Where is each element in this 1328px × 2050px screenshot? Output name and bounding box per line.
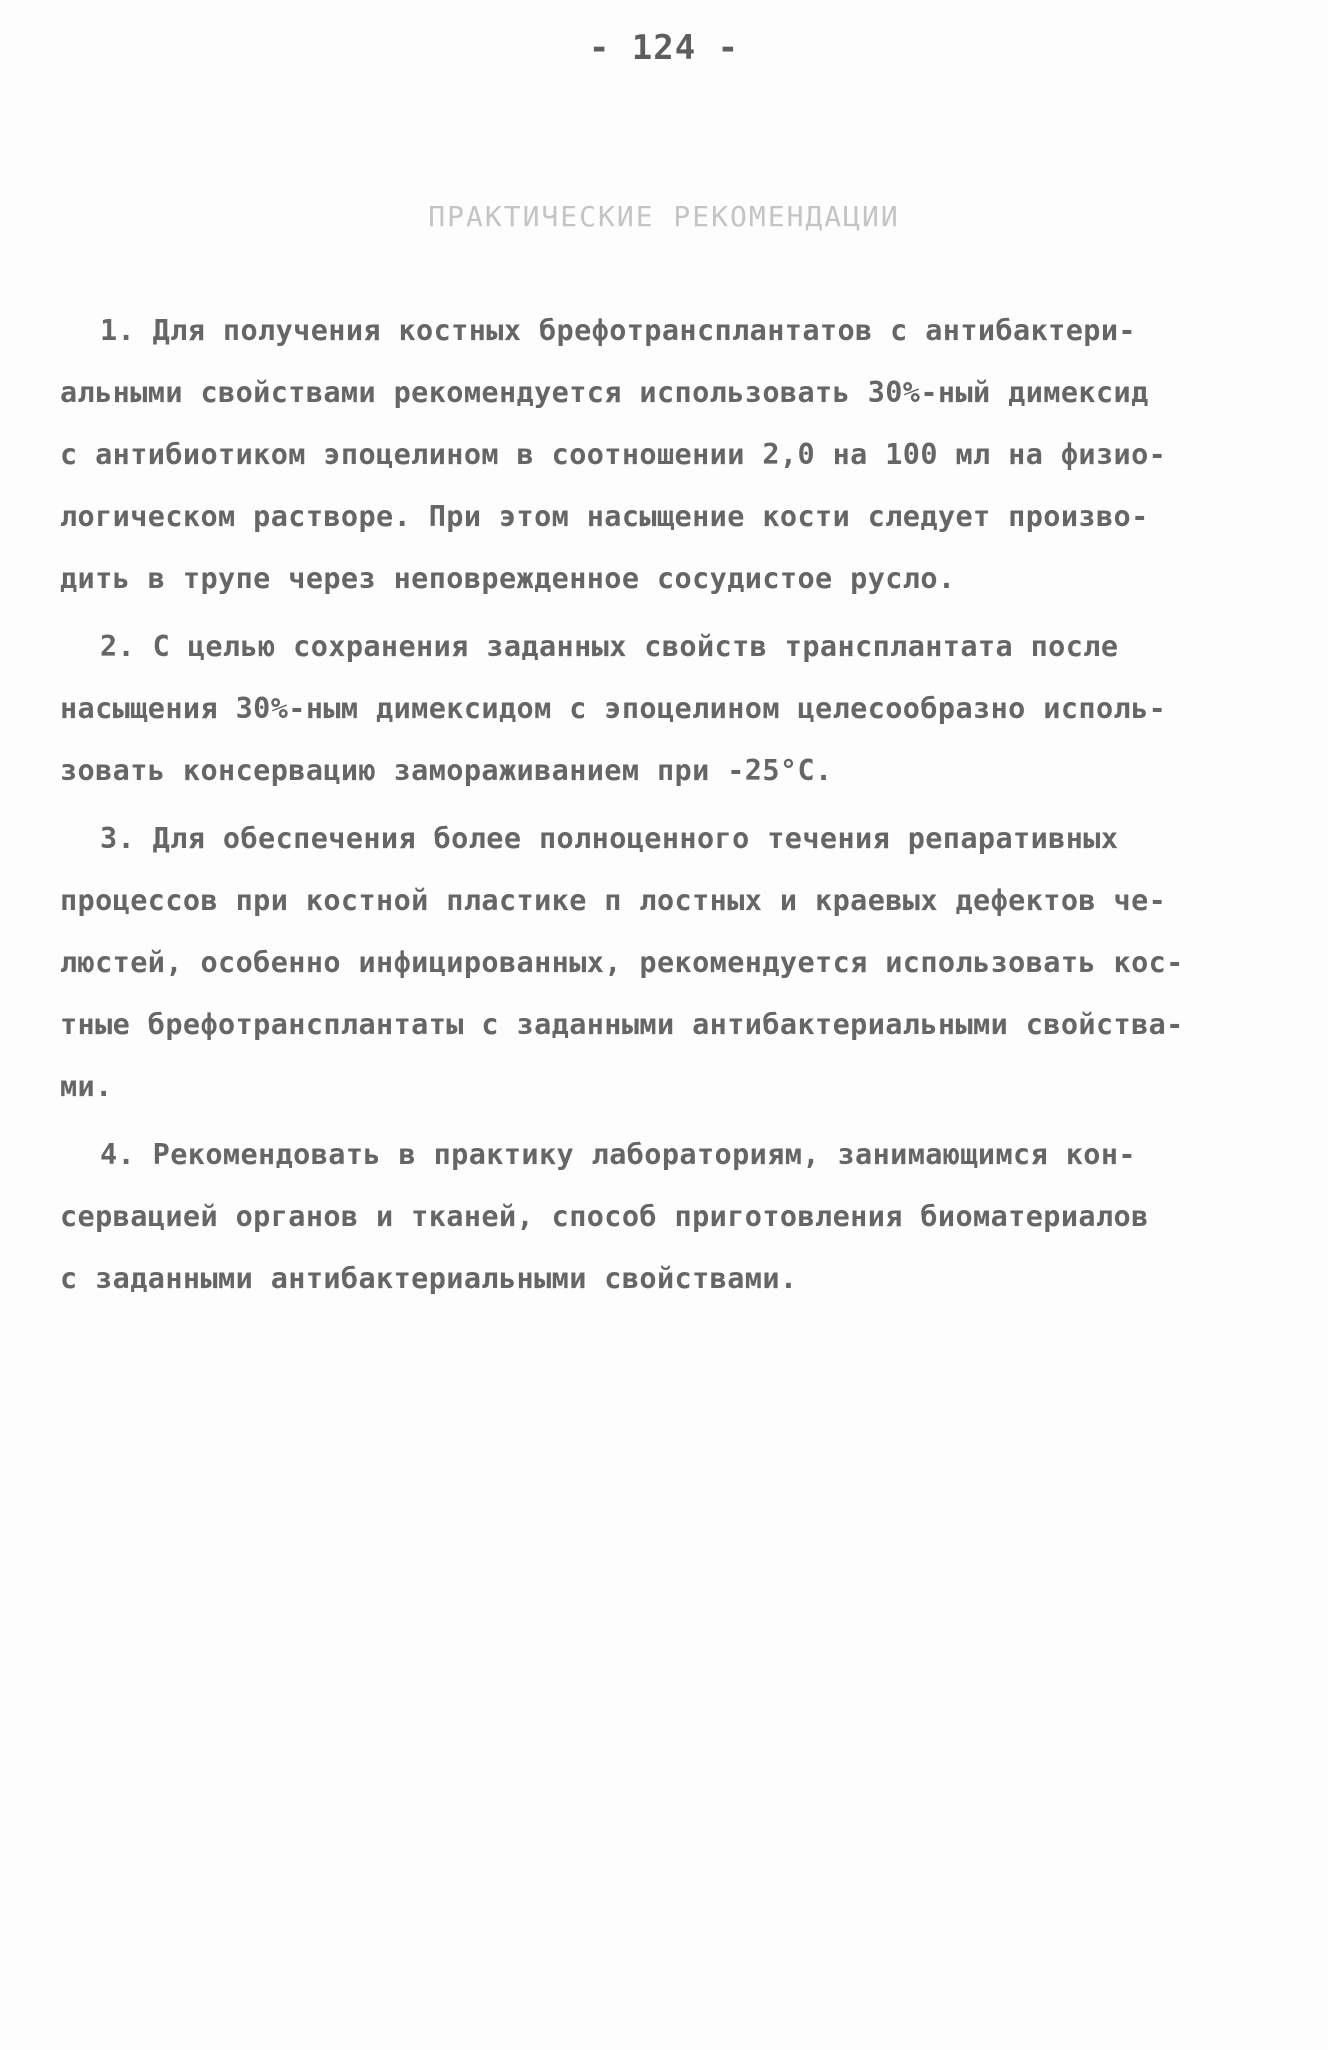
recommendation-2 [60, 616, 1270, 802]
text-line: с антибиотиком эпоцелином в соотношении 2,0 на 100 мл на физио- [60, 438, 1167, 471]
text-line: 3. Для обеспечения более полноценного течения репаративных [100, 822, 1119, 855]
text-line: зовать консервацию замораживанием при -25°С. [60, 754, 833, 787]
recommendations-body [60, 300, 1270, 1316]
text-line: сервацией органов и тканей, способ приготовления биоматериалов [60, 1200, 1149, 1233]
text-line: дить в трупе через неповрежденное сосудистое русло. [60, 562, 956, 595]
text-line: 4. Рекомендовать в практику лабораториям, занимающимся кон- [100, 1138, 1136, 1171]
text-line: ми. [60, 1070, 113, 1103]
text-line: с заданными антибактериальными свойствами. [60, 1262, 798, 1295]
section-heading: ПРАКТИЧЕСКИЕ РЕКОМЕНДАЦИИ [428, 200, 900, 233]
text-line: тные брефотрансплантаты с заданными антибактериальными свойства- [60, 1008, 1184, 1041]
text-line: люстей, особенно инфицированных, рекомендуется использовать кос- [60, 946, 1184, 979]
text-line: 1. Для получения костных брефотрансплантатов с антибактери- [100, 314, 1136, 347]
text-line: насыщения 30%-ным димексидом с эпоцелином целесообразно исполь- [60, 692, 1167, 725]
text-line: процессов при костной пластике п лостных и краевых дефектов че- [60, 884, 1167, 917]
text-line: 2. С целью сохранения заданных свойств трансплантата после [100, 630, 1119, 663]
text-line: альными свойствами рекомендуется использовать 30%-ный димексид [60, 376, 1149, 409]
recommendation-4 [60, 1124, 1270, 1310]
recommendation-3 [60, 808, 1270, 1118]
page-number: - 124 - [588, 28, 740, 68]
text-line: логическом растворе. При этом насыщение кости следует произво- [60, 500, 1149, 533]
recommendation-1 [60, 300, 1270, 610]
